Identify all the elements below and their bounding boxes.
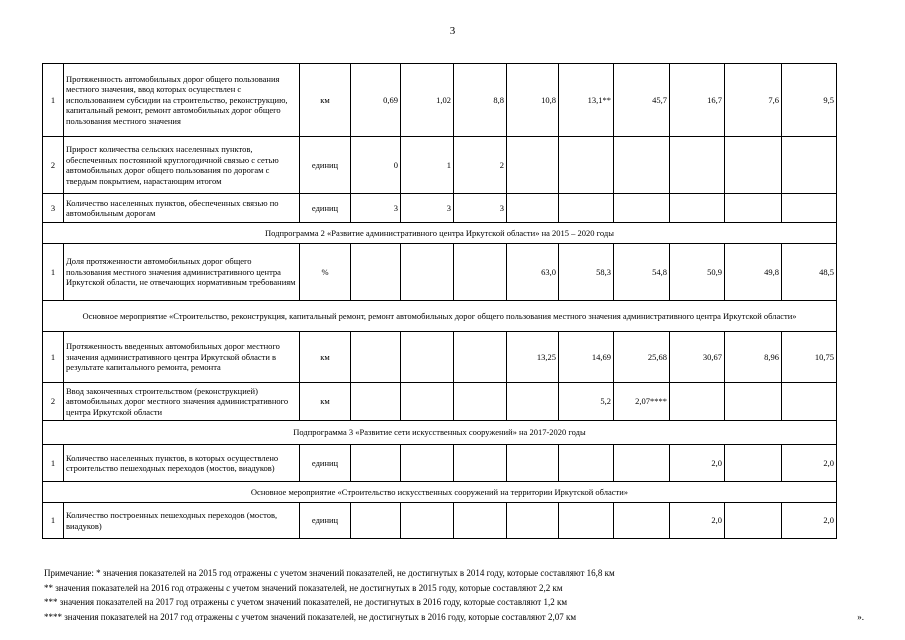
table-row — [43, 383, 837, 421]
value-cell — [454, 445, 507, 482]
unit-cell: км — [300, 332, 351, 383]
value-cell — [670, 383, 725, 421]
value-cell: 8,8 — [454, 64, 507, 137]
indicator-name: Количество построенных пешеходных переходов (мостов, виадуков) — [64, 503, 300, 539]
section-title: Основное мероприятие «Строительство искусственных сооружений на территории Иркутской области» — [43, 482, 837, 503]
section-row — [43, 301, 837, 332]
indicators-table — [42, 63, 837, 539]
page-number: 3 — [449, 25, 456, 37]
unit-cell: единиц — [300, 503, 351, 539]
section-row — [43, 421, 837, 445]
value-cell: 9,5 — [782, 64, 837, 137]
value-cell — [507, 503, 559, 539]
value-cell — [559, 445, 614, 482]
value-cell — [614, 194, 670, 223]
value-cell — [725, 383, 782, 421]
value-cell: 3 — [454, 194, 507, 223]
value-cell: 10,8 — [507, 64, 559, 137]
value-cell — [670, 194, 725, 223]
value-cell: 2,0 — [670, 503, 725, 539]
value-cell — [401, 332, 454, 383]
note-3: *** значения показателей на 2017 год отражены с учетом значений показателей, не достигнутых в 2016 году, которые составляют 1,2 км — [44, 597, 568, 607]
value-cell: 45,7 — [614, 64, 670, 137]
unit-cell: км — [300, 383, 351, 421]
value-cell — [725, 194, 782, 223]
notes — [44, 566, 864, 624]
value-cell — [401, 503, 454, 539]
value-cell — [507, 383, 559, 421]
value-cell — [351, 445, 401, 482]
value-cell — [351, 503, 401, 539]
value-cell — [507, 194, 559, 223]
value-cell: 0 — [351, 137, 401, 194]
value-cell: 58,3 — [559, 244, 614, 301]
unit-cell: единиц — [300, 194, 351, 223]
closing-quote: ». — [857, 611, 864, 622]
indicator-name: Протяженность автомобильных дорог общего пользования местного значения, ввод которых осуществлен с использованием субсидии на строительство, реконструкцию, капитальный ремонт, ремонт автомобильных дорог общего пользования местного значения — [64, 64, 300, 137]
value-cell — [725, 503, 782, 539]
value-cell — [454, 332, 507, 383]
value-cell: 3 — [351, 194, 401, 223]
note-4: **** значения показателей на 2017 год отражены с учетом значений показателей, не достигнутых в 2016 году, которые составляют 2,07 км ». — [44, 610, 864, 625]
value-cell: 50,9 — [670, 244, 725, 301]
value-cell: 13,25 — [507, 332, 559, 383]
value-cell — [507, 137, 559, 194]
indicator-name: Количество населенных пунктов, в которых осуществлено строительство пешеходных переходов (мостов, виадуков) — [64, 445, 300, 482]
value-cell — [559, 194, 614, 223]
value-cell — [507, 445, 559, 482]
value-cell: 1 — [401, 137, 454, 194]
value-cell — [670, 137, 725, 194]
row-number: 1 — [43, 445, 64, 482]
value-cell — [454, 244, 507, 301]
value-cell — [559, 503, 614, 539]
row-number: 1 — [43, 244, 64, 301]
value-cell: 1,02 — [401, 64, 454, 137]
table-row — [43, 445, 837, 482]
value-cell — [351, 383, 401, 421]
row-number: 1 — [43, 332, 64, 383]
value-cell: 30,67 — [670, 332, 725, 383]
indicator-name: Прирост количества сельских населенных пунктов, обеспеченных постоянной круглогодичной связью с сетью автомобильных дорог общего пользования по дорогам с твердым покрытием, нарастающим итогом — [64, 137, 300, 194]
table-row — [43, 64, 837, 137]
unit-cell: единиц — [300, 445, 351, 482]
value-cell — [782, 383, 837, 421]
value-cell — [614, 137, 670, 194]
value-cell: 63,0 — [507, 244, 559, 301]
value-cell — [782, 137, 837, 194]
value-cell — [725, 137, 782, 194]
value-cell: 7,6 — [725, 64, 782, 137]
table-row — [43, 244, 837, 301]
value-cell — [614, 503, 670, 539]
value-cell — [559, 137, 614, 194]
unit-cell: единиц — [300, 137, 351, 194]
row-number: 1 — [43, 503, 64, 539]
value-cell: 2,0 — [670, 445, 725, 482]
section-title: Подпрограмма 3 «Развитие сети искусственных сооружений» на 2017-2020 годы — [43, 421, 837, 445]
value-cell — [614, 445, 670, 482]
value-cell: 3 — [401, 194, 454, 223]
value-cell: 48,5 — [782, 244, 837, 301]
value-cell: 2,0 — [782, 503, 837, 539]
value-cell: 49,8 — [725, 244, 782, 301]
section-title: Основное мероприятие «Строительство, реконструкция, капитальный ремонт, ремонт автомобильных дорог общего пользования местного значения административного центра Иркутской области» — [43, 301, 837, 332]
value-cell: 0,69 — [351, 64, 401, 137]
section-title: Подпрограмма 2 «Развитие административного центра Иркутской области» на 2015 – 2020 годы — [43, 223, 837, 244]
table-row — [43, 194, 837, 223]
value-cell: 5,2 — [559, 383, 614, 421]
table-row — [43, 332, 837, 383]
section-row — [43, 223, 837, 244]
row-number: 3 — [43, 194, 64, 223]
indicator-name: Протяженность введенных автомобильных дорог местного значения административного центра Иркутской области в результате капитального ремонта, ремонта — [64, 332, 300, 383]
value-cell — [454, 503, 507, 539]
unit-cell: % — [300, 244, 351, 301]
note-2: ** значения показателей на 2016 год отражены с учетом значений показателей, не достигнутых в 2015 году, которые составляют 2,2 км — [44, 582, 563, 593]
row-number: 2 — [43, 137, 64, 194]
section-row — [43, 482, 837, 503]
indicator-name: Ввод законченных строительством (реконструкцией) автомобильных дорог местного значения административного центра Иркутской области — [64, 383, 300, 421]
value-cell — [454, 383, 507, 421]
value-cell: 2,07**** — [614, 383, 670, 421]
value-cell — [782, 194, 837, 223]
value-cell — [351, 332, 401, 383]
value-cell: 16,7 — [670, 64, 725, 137]
note-1: Примечание: * значения показателей на 2015 год отражены с учетом значений показателей, не достигнутых в 2014 году, которые составляют 16,8 км — [44, 568, 615, 578]
table-row — [43, 503, 837, 539]
value-cell — [401, 244, 454, 301]
row-number: 1 — [43, 64, 64, 137]
table-row — [43, 137, 837, 194]
value-cell — [351, 244, 401, 301]
table-body — [43, 64, 837, 539]
unit-cell: км — [300, 64, 351, 137]
value-cell: 10,75 — [782, 332, 837, 383]
value-cell: 2,0 — [782, 445, 837, 482]
value-cell: 54,8 — [614, 244, 670, 301]
value-cell — [725, 445, 782, 482]
value-cell: 8,96 — [725, 332, 782, 383]
value-cell — [401, 445, 454, 482]
value-cell: 14,69 — [559, 332, 614, 383]
value-cell: 2 — [454, 137, 507, 194]
value-cell: 13,1** — [559, 64, 614, 137]
row-number: 2 — [43, 383, 64, 421]
value-cell: 25,68 — [614, 332, 670, 383]
indicator-name: Доля протяженности автомобильных дорог общего пользования местного значения административного центра Иркутской области, не отвечающих нормативным требованиям — [64, 244, 300, 301]
value-cell — [401, 383, 454, 421]
indicator-name: Количество населенных пунктов, обеспеченных связью по автомобильным дорогам — [64, 194, 300, 223]
